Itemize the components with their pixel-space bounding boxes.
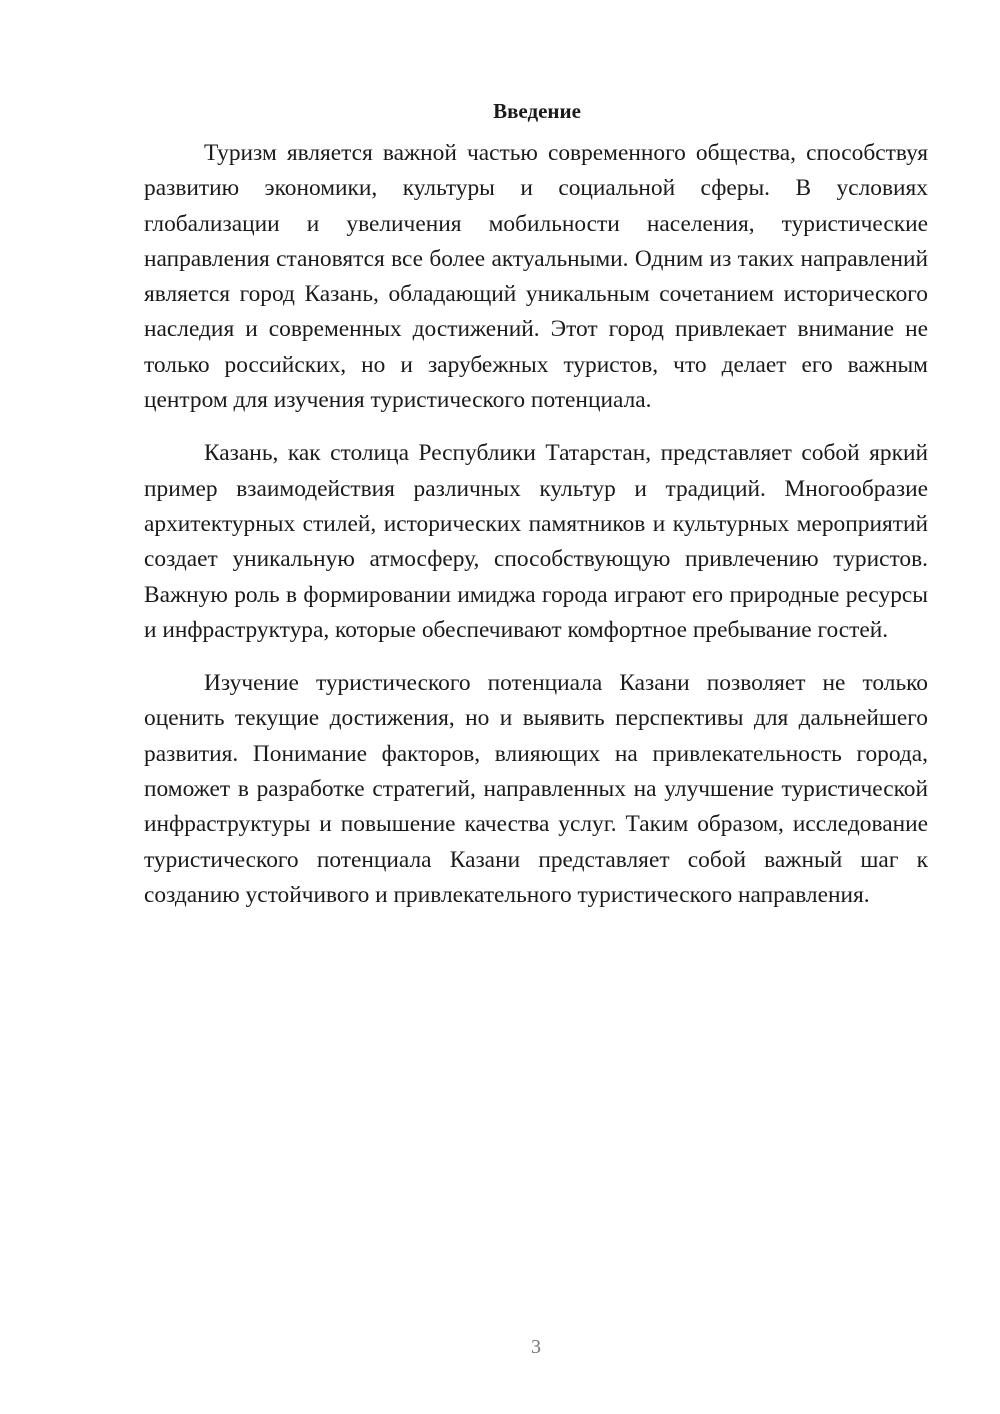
paragraph-1: Туризм является важной частью современного общества, способствуя развитию экономики, культуры и социальной сферы. В условиях глобализации и увеличения мобильности населения, туристические направления становятся все более актуальными. Одним из таких направлений является город Казань, обладающий уникальным сочетанием исторического наследия и современных достижений. Этот город привлекает внимание не только российских, но и зарубежных туристов, что делает его важным центром для изучения туристического потенциала. (144, 140, 928, 414)
page-number: 3 (531, 1336, 541, 1358)
paragraph-2: Казань, как столица Республики Татарстан, представляет собой яркий пример взаимодействия различных культур и традиций. Многообразие архитектурных стилей, исторических памятников и культурных мероприятий создает уникальную атмосферу, способствующую привлечению туристов. Важную роль в формировании имиджа города играют его природные ресурсы и инфраструктура, которые обеспечивают комфортное пребывание гостей. (144, 440, 928, 643)
page-body (144, 92, 928, 913)
section-heading: Введение (493, 99, 581, 123)
paragraph-3: Изучение туристического потенциала Казани позволяет не только оценить текущие достижения, но и выявить перспективы для дальнейшего развития. Понимание факторов, влияющих на привлекательность города, поможет в разработке стратегий, направленных на улучшение туристической инфраструктуры и повышение качества услуг. Таким образом, исследование туристического потенциала Казани представляет собой важный шаг к созданию устойчивого и привлекательного туристического направления. (144, 670, 928, 908)
